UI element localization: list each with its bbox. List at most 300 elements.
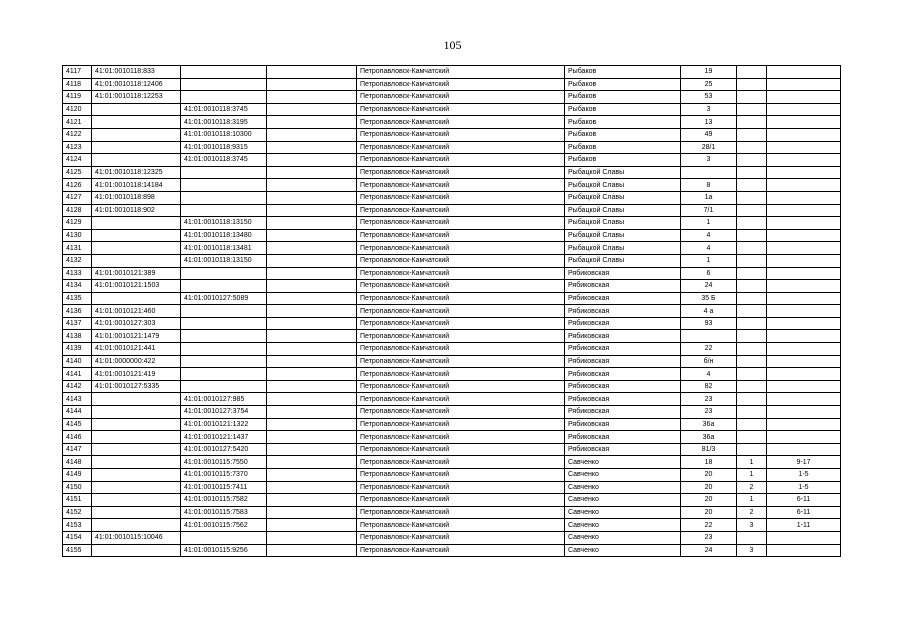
cadastral-number-cell (92, 443, 181, 456)
table-row (63, 267, 841, 280)
cadastral-number-cell: 41:01:0010121:441 (92, 343, 181, 356)
cadastral-number-cell: 41:01:0010121:460 (92, 305, 181, 318)
house-cell: 36а (681, 418, 737, 431)
house-cell: 1 (681, 254, 737, 267)
empty-cell (267, 128, 357, 141)
table-row (63, 456, 841, 469)
empty-cell (267, 355, 357, 368)
cadastral-number-cell: 41:01:0010127:303 (92, 317, 181, 330)
table-row (63, 305, 841, 318)
street-cell: Рябиковская (565, 418, 681, 431)
street-cell: Рыбаков (565, 103, 681, 116)
building-cadastral-cell: 41:01:0010118:10300 (181, 128, 267, 141)
cadastral-number-cell (92, 519, 181, 532)
row-number-cell: 4150 (63, 481, 92, 494)
empty-cell (267, 191, 357, 204)
apartments-cell (767, 78, 841, 91)
apartments-cell (767, 242, 841, 255)
city-cell: Петропавловск-Камчатский (357, 267, 565, 280)
city-cell: Петропавловск-Камчатский (357, 305, 565, 318)
row-number-cell: 4131 (63, 242, 92, 255)
street-cell: Рябиковская (565, 330, 681, 343)
city-cell: Петропавловск-Камчатский (357, 204, 565, 217)
street-cell: Рыбаков (565, 128, 681, 141)
street-cell: Рябиковская (565, 305, 681, 318)
row-number-cell: 4118 (63, 78, 92, 91)
building-cadastral-cell: 41:01:0010127:985 (181, 393, 267, 406)
row-number-cell: 4141 (63, 368, 92, 381)
apartments-cell (767, 305, 841, 318)
street-cell: Савченко (565, 506, 681, 519)
house-cell: 49 (681, 128, 737, 141)
empty-cell (267, 330, 357, 343)
table-row (63, 204, 841, 217)
section-cell (737, 355, 767, 368)
table-row (63, 154, 841, 167)
table-row (63, 418, 841, 431)
empty-cell (267, 292, 357, 305)
section-cell (737, 393, 767, 406)
cadastral-number-cell: 41:01:0010121:419 (92, 368, 181, 381)
section-cell (737, 531, 767, 544)
cadastral-number-cell (92, 418, 181, 431)
city-cell: Петропавловск-Камчатский (357, 254, 565, 267)
section-cell (737, 154, 767, 167)
table-row (63, 544, 841, 557)
cadastral-number-cell (92, 229, 181, 242)
house-cell (681, 330, 737, 343)
city-cell: Петропавловск-Камчатский (357, 66, 565, 79)
house-cell (681, 166, 737, 179)
cadastral-number-cell (92, 544, 181, 557)
street-cell: Рыбаков (565, 116, 681, 129)
empty-cell (267, 78, 357, 91)
table-row (63, 103, 841, 116)
row-number-cell: 4138 (63, 330, 92, 343)
section-cell: 3 (737, 544, 767, 557)
section-cell (737, 305, 767, 318)
building-cadastral-cell: 41:01:0010121:1437 (181, 431, 267, 444)
table-row (63, 229, 841, 242)
table-row (63, 531, 841, 544)
empty-cell (267, 229, 357, 242)
building-cadastral-cell (181, 330, 267, 343)
row-number-cell: 4139 (63, 343, 92, 356)
row-number-cell: 4153 (63, 519, 92, 532)
building-cadastral-cell (181, 204, 267, 217)
building-cadastral-cell: 41:01:0010127:5089 (181, 292, 267, 305)
row-number-cell: 4129 (63, 217, 92, 230)
city-cell: Петропавловск-Камчатский (357, 229, 565, 242)
city-cell: Петропавловск-Камчатский (357, 191, 565, 204)
city-cell: Петропавловск-Камчатский (357, 116, 565, 129)
cadastral-number-cell: 41:01:0010121:1479 (92, 330, 181, 343)
empty-cell (267, 242, 357, 255)
row-number-cell: 4127 (63, 191, 92, 204)
cadastral-number-cell: 41:01:0010127:5335 (92, 380, 181, 393)
house-cell: 7/1 (681, 204, 737, 217)
section-cell (737, 141, 767, 154)
apartments-cell (767, 128, 841, 141)
street-cell: Рябиковская (565, 267, 681, 280)
city-cell: Петропавловск-Камчатский (357, 217, 565, 230)
building-cadastral-cell (181, 380, 267, 393)
section-cell (737, 103, 767, 116)
city-cell: Петропавловск-Камчатский (357, 494, 565, 507)
row-number-cell: 4132 (63, 254, 92, 267)
cadastral-number-cell: 41:01:0010115:10046 (92, 531, 181, 544)
building-cadastral-cell: 41:01:0010118:3195 (181, 116, 267, 129)
street-cell: Рябиковская (565, 393, 681, 406)
row-number-cell: 4130 (63, 229, 92, 242)
row-number-cell: 4148 (63, 456, 92, 469)
empty-cell (267, 519, 357, 532)
apartments-cell (767, 116, 841, 129)
table-row (63, 141, 841, 154)
street-cell: Рыбаков (565, 91, 681, 104)
cadastral-number-cell (92, 217, 181, 230)
apartments-cell: 1-5 (767, 481, 841, 494)
section-cell (737, 166, 767, 179)
cadastral-number-cell (92, 481, 181, 494)
building-cadastral-cell (181, 317, 267, 330)
building-cadastral-cell (181, 355, 267, 368)
empty-cell (267, 217, 357, 230)
row-number-cell: 4120 (63, 103, 92, 116)
street-cell: Савченко (565, 519, 681, 532)
row-number-cell: 4134 (63, 280, 92, 293)
section-cell (737, 116, 767, 129)
cadastral-number-cell (92, 406, 181, 419)
apartments-cell (767, 380, 841, 393)
city-cell: Петропавловск-Камчатский (357, 330, 565, 343)
table-row (63, 431, 841, 444)
row-number-cell: 4121 (63, 116, 92, 129)
apartments-cell (767, 229, 841, 242)
table-row (63, 166, 841, 179)
cadastral-number-cell: 41:01:0010118:12325 (92, 166, 181, 179)
empty-cell (267, 317, 357, 330)
house-cell: 25 (681, 78, 737, 91)
street-cell: Рыбацкой Славы (565, 204, 681, 217)
cadastral-number-cell (92, 254, 181, 267)
apartments-cell (767, 406, 841, 419)
empty-cell (267, 254, 357, 267)
section-cell (737, 317, 767, 330)
cadastral-number-cell (92, 116, 181, 129)
street-cell: Рыбацкой Славы (565, 191, 681, 204)
building-cadastral-cell: 41:01:0010115:7582 (181, 494, 267, 507)
section-cell (737, 128, 767, 141)
house-cell: 23 (681, 393, 737, 406)
row-number-cell: 4154 (63, 531, 92, 544)
house-cell: 20 (681, 481, 737, 494)
section-cell (737, 242, 767, 255)
street-cell: Рыбацкой Славы (565, 254, 681, 267)
apartments-cell (767, 292, 841, 305)
section-cell (737, 330, 767, 343)
cadastral-number-cell (92, 506, 181, 519)
city-cell: Петропавловск-Камчатский (357, 343, 565, 356)
city-cell: Петропавловск-Камчатский (357, 128, 565, 141)
city-cell: Петропавловск-Камчатский (357, 242, 565, 255)
house-cell: б/н (681, 355, 737, 368)
cadastral-number-cell: 41:01:0010121:1503 (92, 280, 181, 293)
street-cell: Рыбацкой Славы (565, 217, 681, 230)
house-cell: 53 (681, 91, 737, 104)
row-number-cell: 4136 (63, 305, 92, 318)
table-row (63, 292, 841, 305)
apartments-cell (767, 317, 841, 330)
building-cadastral-cell (181, 91, 267, 104)
house-cell: 6 (681, 267, 737, 280)
row-number-cell: 4135 (63, 292, 92, 305)
house-cell: 3 (681, 154, 737, 167)
city-cell: Петропавловск-Камчатский (357, 154, 565, 167)
apartments-cell: 9-17 (767, 456, 841, 469)
section-cell (737, 204, 767, 217)
building-cadastral-cell: 41:01:0010115:7411 (181, 481, 267, 494)
city-cell: Петропавловск-Камчатский (357, 78, 565, 91)
section-cell: 1 (737, 469, 767, 482)
apartments-cell (767, 154, 841, 167)
section-cell (737, 418, 767, 431)
section-cell (737, 443, 767, 456)
city-cell: Петропавловск-Камчатский (357, 280, 565, 293)
house-cell: 4 (681, 242, 737, 255)
row-number-cell: 4123 (63, 141, 92, 154)
cadastral-number-cell: 41:01:0010118:14184 (92, 179, 181, 192)
section-cell (737, 66, 767, 79)
table-row (63, 280, 841, 293)
cadastral-number-cell: 41:01:0010118:12253 (92, 91, 181, 104)
empty-cell (267, 116, 357, 129)
building-cadastral-cell (181, 166, 267, 179)
table-row (63, 406, 841, 419)
apartments-cell (767, 531, 841, 544)
building-cadastral-cell (181, 191, 267, 204)
table-row (63, 380, 841, 393)
city-cell: Петропавловск-Камчатский (357, 519, 565, 532)
empty-cell (267, 456, 357, 469)
row-number-cell: 4155 (63, 544, 92, 557)
apartments-cell: 6-11 (767, 506, 841, 519)
building-cadastral-cell: 41:01:0010121:1322 (181, 418, 267, 431)
apartments-cell (767, 267, 841, 280)
house-cell: 81/3 (681, 443, 737, 456)
building-cadastral-cell (181, 343, 267, 356)
cadastral-number-cell (92, 469, 181, 482)
house-cell: 28/1 (681, 141, 737, 154)
row-number-cell: 4151 (63, 494, 92, 507)
table-row (63, 78, 841, 91)
building-cadastral-cell (181, 368, 267, 381)
section-cell (737, 280, 767, 293)
section-cell: 1 (737, 456, 767, 469)
cadastral-number-cell (92, 128, 181, 141)
row-number-cell: 4149 (63, 469, 92, 482)
section-cell (737, 292, 767, 305)
house-cell: 22 (681, 343, 737, 356)
building-cadastral-cell: 41:01:0010118:13150 (181, 254, 267, 267)
building-cadastral-cell (181, 78, 267, 91)
city-cell: Петропавловск-Камчатский (357, 141, 565, 154)
section-cell (737, 217, 767, 230)
city-cell: Петропавловск-Камчатский (357, 393, 565, 406)
row-number-cell: 4126 (63, 179, 92, 192)
cadastral-number-cell (92, 431, 181, 444)
city-cell: Петропавловск-Камчатский (357, 544, 565, 557)
table-row (63, 91, 841, 104)
table-row (63, 368, 841, 381)
building-cadastral-cell (181, 305, 267, 318)
apartments-cell: 1-11 (767, 519, 841, 532)
street-cell: Савченко (565, 544, 681, 557)
house-cell: 8 (681, 179, 737, 192)
cadastral-number-cell (92, 393, 181, 406)
cadastral-number-cell (92, 456, 181, 469)
row-number-cell: 4145 (63, 418, 92, 431)
house-cell: 13 (681, 116, 737, 129)
cadastral-number-cell: 41:01:0010121:389 (92, 267, 181, 280)
apartments-cell (767, 141, 841, 154)
city-cell: Петропавловск-Камчатский (357, 506, 565, 519)
empty-cell (267, 481, 357, 494)
cadastral-number-cell (92, 141, 181, 154)
cadastral-number-cell (92, 242, 181, 255)
table-row (63, 519, 841, 532)
empty-cell (267, 531, 357, 544)
row-number-cell: 4144 (63, 406, 92, 419)
section-cell (737, 380, 767, 393)
row-number-cell: 4124 (63, 154, 92, 167)
city-cell: Петропавловск-Камчатский (357, 355, 565, 368)
street-cell: Рябиковская (565, 380, 681, 393)
house-cell: 23 (681, 531, 737, 544)
table-row (63, 506, 841, 519)
apartments-cell (767, 166, 841, 179)
city-cell: Петропавловск-Камчатский (357, 469, 565, 482)
apartments-cell (767, 393, 841, 406)
row-number-cell: 4152 (63, 506, 92, 519)
table-row (63, 317, 841, 330)
city-cell: Петропавловск-Камчатский (357, 91, 565, 104)
empty-cell (267, 91, 357, 104)
section-cell (737, 91, 767, 104)
empty-cell (267, 469, 357, 482)
table-row (63, 481, 841, 494)
house-cell: 24 (681, 280, 737, 293)
section-cell (737, 267, 767, 280)
building-cadastral-cell: 41:01:0010115:7583 (181, 506, 267, 519)
city-cell: Петропавловск-Камчатский (357, 368, 565, 381)
row-number-cell: 4122 (63, 128, 92, 141)
table-row (63, 179, 841, 192)
cadastral-number-cell (92, 103, 181, 116)
city-cell: Петропавловск-Камчатский (357, 481, 565, 494)
row-number-cell: 4117 (63, 66, 92, 79)
cadastral-number-cell (92, 154, 181, 167)
apartments-cell (767, 544, 841, 557)
empty-cell (267, 393, 357, 406)
empty-cell (267, 343, 357, 356)
city-cell: Петропавловск-Камчатский (357, 431, 565, 444)
section-cell: 2 (737, 481, 767, 494)
empty-cell (267, 103, 357, 116)
empty-cell (267, 380, 357, 393)
apartments-cell: 1-5 (767, 469, 841, 482)
apartments-cell (767, 343, 841, 356)
row-number-cell: 4125 (63, 166, 92, 179)
cadastral-number-cell: 41:01:0010118:12406 (92, 78, 181, 91)
street-cell: Савченко (565, 456, 681, 469)
table-row (63, 443, 841, 456)
cadastral-number-cell: 41:01:0010118:898 (92, 191, 181, 204)
table-body (63, 66, 841, 557)
section-cell (737, 254, 767, 267)
city-cell: Петропавловск-Камчатский (357, 380, 565, 393)
section-cell (737, 229, 767, 242)
house-cell: 24 (681, 544, 737, 557)
table-row (63, 242, 841, 255)
street-cell: Рябиковская (565, 343, 681, 356)
street-cell: Рыбацкой Славы (565, 179, 681, 192)
street-cell: Рыбацкой Славы (565, 242, 681, 255)
row-number-cell: 4119 (63, 91, 92, 104)
section-cell (737, 431, 767, 444)
apartments-cell (767, 103, 841, 116)
building-cadastral-cell: 41:01:0010115:7370 (181, 469, 267, 482)
section-cell (737, 368, 767, 381)
house-cell: 20 (681, 506, 737, 519)
cadastral-number-cell: 41:01:0010118:833 (92, 66, 181, 79)
street-cell: Рябиковская (565, 368, 681, 381)
table-row (63, 66, 841, 79)
house-cell: 20 (681, 494, 737, 507)
apartments-cell (767, 179, 841, 192)
table-row (63, 128, 841, 141)
row-number-cell: 4146 (63, 431, 92, 444)
row-number-cell: 4147 (63, 443, 92, 456)
apartments-cell (767, 431, 841, 444)
city-cell: Петропавловск-Камчатский (357, 531, 565, 544)
street-cell: Савченко (565, 481, 681, 494)
city-cell: Петропавловск-Камчатский (357, 418, 565, 431)
street-cell: Рябиковская (565, 292, 681, 305)
apartments-cell (767, 355, 841, 368)
building-cadastral-cell: 41:01:0010118:9315 (181, 141, 267, 154)
row-number-cell: 4142 (63, 380, 92, 393)
table-row (63, 254, 841, 267)
empty-cell (267, 166, 357, 179)
address-registry-table (62, 65, 841, 557)
row-number-cell: 4143 (63, 393, 92, 406)
section-cell: 3 (737, 519, 767, 532)
house-cell: 3 (681, 103, 737, 116)
street-cell: Рыбаков (565, 66, 681, 79)
apartments-cell (767, 66, 841, 79)
section-cell: 1 (737, 494, 767, 507)
city-cell: Петропавловск-Камчатский (357, 456, 565, 469)
section-cell: 2 (737, 506, 767, 519)
building-cadastral-cell: 41:01:0010118:13481 (181, 242, 267, 255)
street-cell: Рыбацкой Славы (565, 229, 681, 242)
street-cell: Савченко (565, 494, 681, 507)
city-cell: Петропавловск-Камчатский (357, 317, 565, 330)
table-row (63, 469, 841, 482)
empty-cell (267, 494, 357, 507)
apartments-cell (767, 191, 841, 204)
